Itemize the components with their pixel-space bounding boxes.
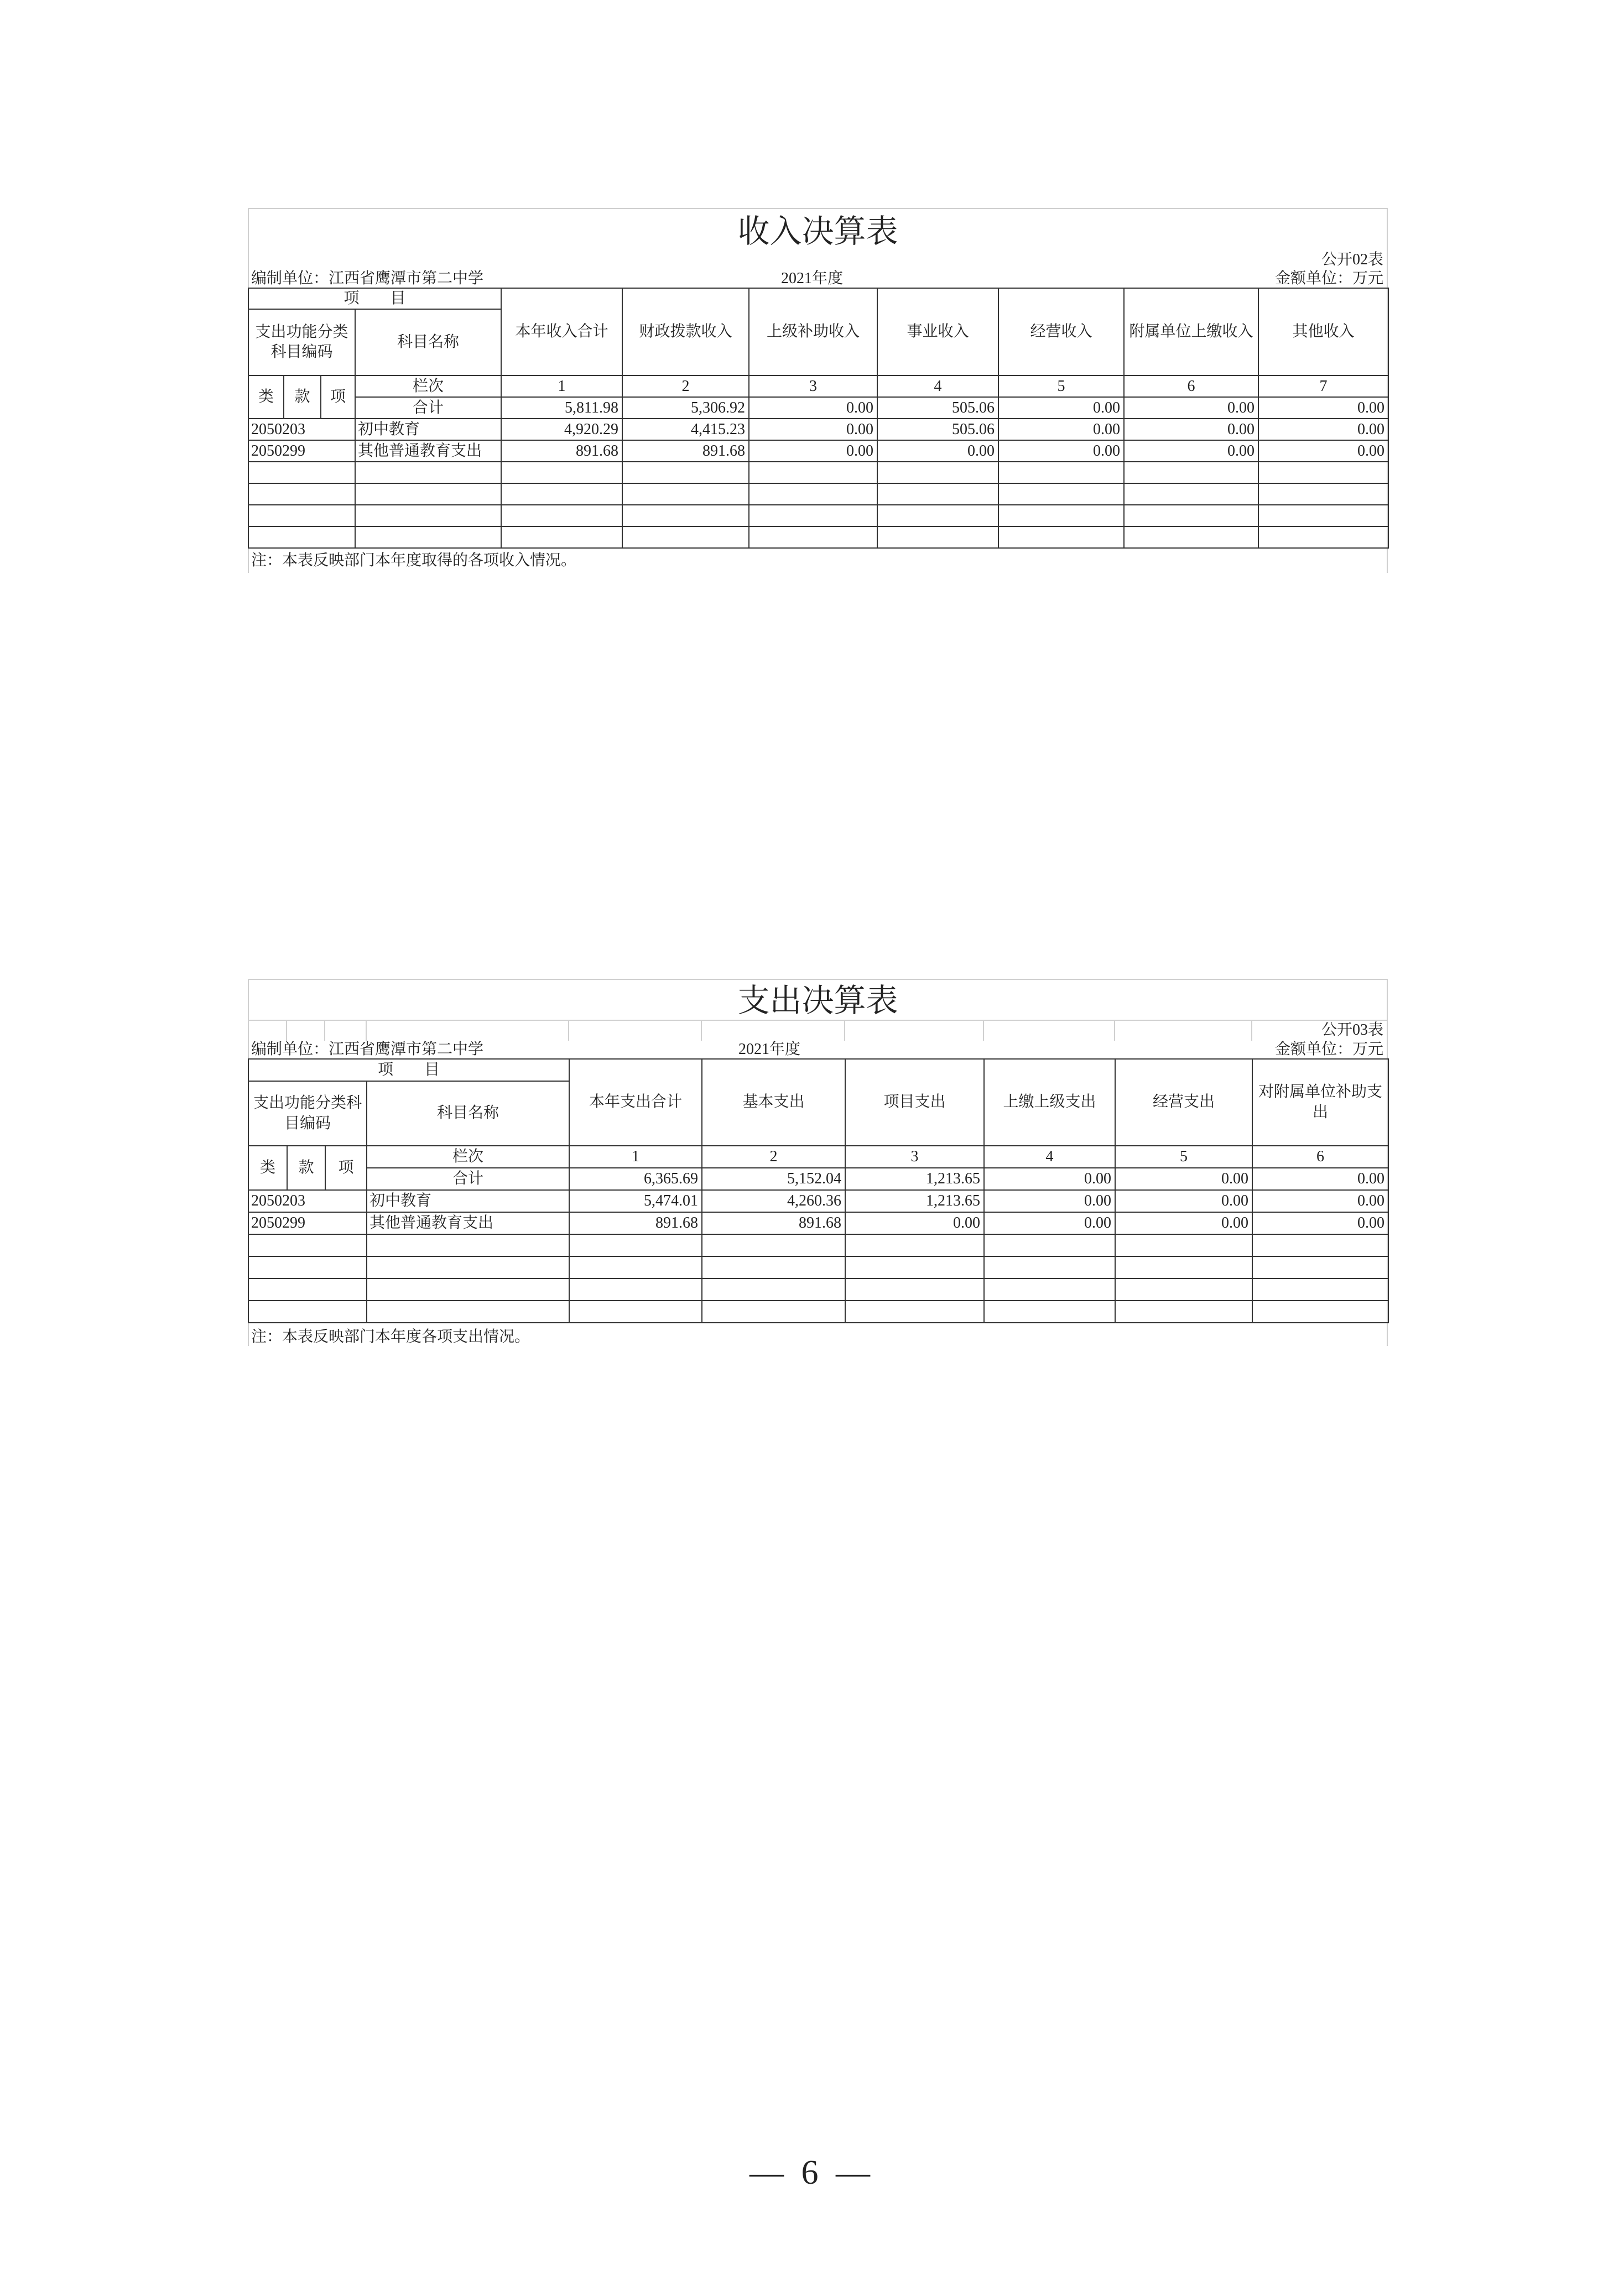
total-value: 0.00 [1115, 1168, 1252, 1190]
row-value: 4,260.36 [702, 1190, 845, 1212]
row-value: 891.68 [501, 440, 622, 462]
header-row [248, 1059, 1388, 1081]
empty-cell [1115, 1279, 1252, 1301]
empty-cell [248, 1301, 367, 1323]
income-form-number: 公开02表 [1321, 251, 1383, 268]
empty-cell [248, 462, 355, 483]
row-value: 505.06 [877, 419, 998, 440]
empty-cell [1252, 1234, 1388, 1256]
empty-cell [702, 1256, 845, 1279]
total-value: 0.00 [1252, 1168, 1388, 1190]
row-value: 1,213.65 [845, 1190, 984, 1212]
table-row [248, 1190, 1388, 1212]
column-header: 本年收入合计 [501, 288, 622, 375]
column-number: 3 [845, 1146, 984, 1168]
grid-line [248, 1020, 1388, 1021]
empty-row [248, 1279, 1388, 1301]
empty-cell [845, 1256, 984, 1279]
total-row [248, 1168, 1388, 1190]
total-value: 0.00 [998, 397, 1124, 419]
column-index-row [248, 375, 1388, 397]
row-value: 0.00 [1124, 419, 1258, 440]
empty-cell [845, 1234, 984, 1256]
column-number: 4 [984, 1146, 1115, 1168]
empty-cell [248, 1234, 367, 1256]
row-value: 891.68 [569, 1212, 702, 1234]
empty-cell [984, 1256, 1115, 1279]
income-reporting-unit: 编制单位：江西省鹰潭市第二中学 [251, 270, 484, 287]
column-header: 经营支出 [1115, 1059, 1252, 1146]
empty-cell [998, 462, 1124, 483]
empty-cell [998, 505, 1124, 526]
empty-cell [501, 505, 622, 526]
empty-cell [749, 526, 877, 548]
total-value: 0.00 [749, 397, 877, 419]
column-number: 1 [569, 1146, 702, 1168]
column-index-label: 栏次 [355, 375, 501, 397]
empty-row [248, 1256, 1388, 1279]
column-header: 基本支出 [702, 1059, 845, 1146]
empty-row [248, 462, 1388, 483]
column-header: 财政拨款收入 [622, 288, 749, 375]
row-name: 其他普通教育支出 [355, 440, 501, 462]
grid-line [1251, 1020, 1252, 1041]
header-row [248, 288, 1388, 309]
row-value: 0.00 [1258, 440, 1388, 462]
empty-row [248, 505, 1388, 526]
page-number: — 6 — [749, 2154, 875, 2191]
empty-cell [248, 1279, 367, 1301]
row-value: 0.00 [1252, 1212, 1388, 1234]
row-name: 初中教育 [367, 1190, 569, 1212]
table-row [248, 419, 1388, 440]
row-value: 0.00 [1258, 419, 1388, 440]
row-code: 2050203 [248, 1190, 367, 1212]
row-code: 2050299 [248, 1212, 367, 1234]
item-header: 项 目 [248, 288, 501, 309]
column-header: 事业收入 [877, 288, 998, 375]
empty-cell [569, 1301, 702, 1323]
total-value: 0.00 [1258, 397, 1388, 419]
column-number: 2 [622, 375, 749, 397]
table-row [248, 440, 1388, 462]
empty-cell [1124, 462, 1258, 483]
empty-cell [749, 462, 877, 483]
empty-cell [984, 1301, 1115, 1323]
row-value: 0.00 [1252, 1190, 1388, 1212]
column-number: 7 [1258, 375, 1388, 397]
empty-cell [1258, 505, 1388, 526]
empty-cell [702, 1234, 845, 1256]
empty-cell [367, 1256, 569, 1279]
income-amount-unit: 金额单位：万元 [1274, 270, 1383, 287]
column-index-row [248, 1146, 1388, 1168]
empty-cell [1258, 483, 1388, 505]
kuan-header: 款 [287, 1146, 325, 1190]
lei-header: 类 [248, 1146, 287, 1190]
name-header: 科目名称 [355, 309, 501, 375]
code-header: 支出功能分类科目编码 [248, 309, 355, 375]
column-header: 项目支出 [845, 1059, 984, 1146]
total-value: 6,365.69 [569, 1168, 702, 1190]
total-value: 0.00 [984, 1168, 1115, 1190]
empty-cell [1124, 505, 1258, 526]
empty-cell [998, 526, 1124, 548]
empty-cell [1258, 462, 1388, 483]
row-value: 0.00 [998, 419, 1124, 440]
empty-cell [998, 483, 1124, 505]
empty-cell [845, 1279, 984, 1301]
grid-line [366, 1020, 367, 1041]
lei-header: 类 [248, 375, 284, 419]
total-value: 505.06 [877, 397, 998, 419]
row-value: 0.00 [998, 440, 1124, 462]
empty-cell [1124, 526, 1258, 548]
column-number: 5 [998, 375, 1124, 397]
grid-line [324, 1020, 325, 1041]
grid-line [701, 1020, 702, 1041]
empty-cell [622, 483, 749, 505]
empty-row [248, 483, 1388, 505]
total-value: 0.00 [1124, 397, 1258, 419]
row-value: 891.68 [702, 1212, 845, 1234]
empty-cell [877, 526, 998, 548]
name-header: 科目名称 [367, 1081, 569, 1146]
row-value: 0.00 [1115, 1190, 1252, 1212]
empty-cell [622, 526, 749, 548]
total-value: 5,152.04 [702, 1168, 845, 1190]
expense-form-number: 公开03表 [1321, 1021, 1383, 1039]
total-value: 5,306.92 [622, 397, 749, 419]
empty-cell [877, 505, 998, 526]
empty-cell [355, 462, 501, 483]
empty-cell [1252, 1256, 1388, 1279]
column-header: 本年支出合计 [569, 1059, 702, 1146]
empty-cell [1252, 1279, 1388, 1301]
column-header: 上缴上级支出 [984, 1059, 1115, 1146]
empty-cell [248, 1256, 367, 1279]
empty-cell [501, 462, 622, 483]
grid-line [844, 1020, 845, 1041]
empty-cell [367, 1279, 569, 1301]
empty-cell [1115, 1256, 1252, 1279]
expense-fiscal-year: 2021年度 [738, 1041, 800, 1058]
column-header: 附属单位上缴收入 [1124, 288, 1258, 375]
expense-reporting-unit: 编制单位：江西省鹰潭市第二中学 [251, 1041, 484, 1058]
income-table-note: 注：本表反映部门本年度取得的各项收入情况。 [251, 552, 577, 569]
empty-cell [749, 505, 877, 526]
xiang-header: 项 [321, 375, 355, 419]
empty-cell [501, 483, 622, 505]
empty-cell [1252, 1301, 1388, 1323]
row-value: 0.00 [845, 1212, 984, 1234]
row-value: 0.00 [1115, 1212, 1252, 1234]
income-fiscal-year: 2021年度 [780, 270, 843, 287]
row-name: 初中教育 [355, 419, 501, 440]
row-value: 5,474.01 [569, 1190, 702, 1212]
grid-line [1114, 1020, 1115, 1041]
total-value: 5,811.98 [501, 397, 622, 419]
empty-cell [1124, 483, 1258, 505]
table-row [248, 1212, 1388, 1234]
empty-row [248, 1234, 1388, 1256]
empty-row [248, 526, 1388, 548]
row-value: 0.00 [984, 1212, 1115, 1234]
row-value: 0.00 [877, 440, 998, 462]
empty-cell [877, 483, 998, 505]
total-row [248, 397, 1388, 419]
code-header: 支出功能分类科目编码 [248, 1081, 367, 1146]
row-value: 0.00 [749, 419, 877, 440]
column-number: 5 [1115, 1146, 1252, 1168]
column-index-label: 栏次 [367, 1146, 569, 1168]
row-name: 其他普通教育支出 [367, 1212, 569, 1234]
column-number: 3 [749, 375, 877, 397]
empty-cell [622, 462, 749, 483]
empty-cell [1258, 526, 1388, 548]
empty-cell [355, 505, 501, 526]
kuan-header: 款 [284, 375, 321, 419]
empty-cell [355, 483, 501, 505]
income-table [248, 288, 1389, 549]
expense-table [248, 1058, 1389, 1323]
empty-cell [1115, 1234, 1252, 1256]
grid-line [286, 1020, 287, 1041]
column-header: 其他收入 [1258, 288, 1388, 375]
column-number: 6 [1252, 1146, 1388, 1168]
grid-line [568, 1020, 569, 1041]
row-value: 4,920.29 [501, 419, 622, 440]
empty-cell [248, 505, 355, 526]
empty-cell [1115, 1301, 1252, 1323]
row-value: 0.00 [1124, 440, 1258, 462]
empty-cell [367, 1301, 569, 1323]
expense-table-note: 注：本表反映部门本年度各项支出情况。 [251, 1328, 530, 1345]
column-header: 上级补助收入 [749, 288, 877, 375]
column-number: 2 [702, 1146, 845, 1168]
row-value: 891.68 [622, 440, 749, 462]
empty-cell [501, 526, 622, 548]
empty-cell [702, 1279, 845, 1301]
total-value: 1,213.65 [845, 1168, 984, 1190]
row-value: 0.00 [984, 1190, 1115, 1212]
empty-cell [622, 505, 749, 526]
row-value: 4,415.23 [622, 419, 749, 440]
expense-amount-unit: 金额单位：万元 [1274, 1041, 1383, 1058]
column-header: 经营收入 [998, 288, 1124, 375]
empty-cell [248, 483, 355, 505]
empty-cell [569, 1256, 702, 1279]
empty-cell [877, 462, 998, 483]
grid-line [983, 1020, 984, 1041]
empty-cell [569, 1234, 702, 1256]
expense-table-title: 支出决算表 [737, 983, 898, 1019]
empty-row [248, 1301, 1388, 1323]
empty-cell [367, 1234, 569, 1256]
empty-cell [984, 1279, 1115, 1301]
column-number: 1 [501, 375, 622, 397]
empty-cell [569, 1279, 702, 1301]
empty-cell [355, 526, 501, 548]
total-label: 合计 [355, 397, 501, 419]
row-code: 2050299 [248, 440, 355, 462]
empty-cell [749, 483, 877, 505]
empty-cell [984, 1234, 1115, 1256]
column-number: 6 [1124, 375, 1258, 397]
empty-cell [845, 1301, 984, 1323]
income-table-title: 收入决算表 [737, 213, 898, 249]
empty-cell [702, 1301, 845, 1323]
row-value: 0.00 [749, 440, 877, 462]
empty-cell [248, 526, 355, 548]
row-code: 2050203 [248, 419, 355, 440]
column-header: 对附属单位补助支出 [1252, 1059, 1388, 1146]
item-header: 项 目 [248, 1059, 569, 1081]
xiang-header: 项 [325, 1146, 367, 1190]
column-number: 4 [877, 375, 998, 397]
total-label: 合计 [367, 1168, 569, 1190]
